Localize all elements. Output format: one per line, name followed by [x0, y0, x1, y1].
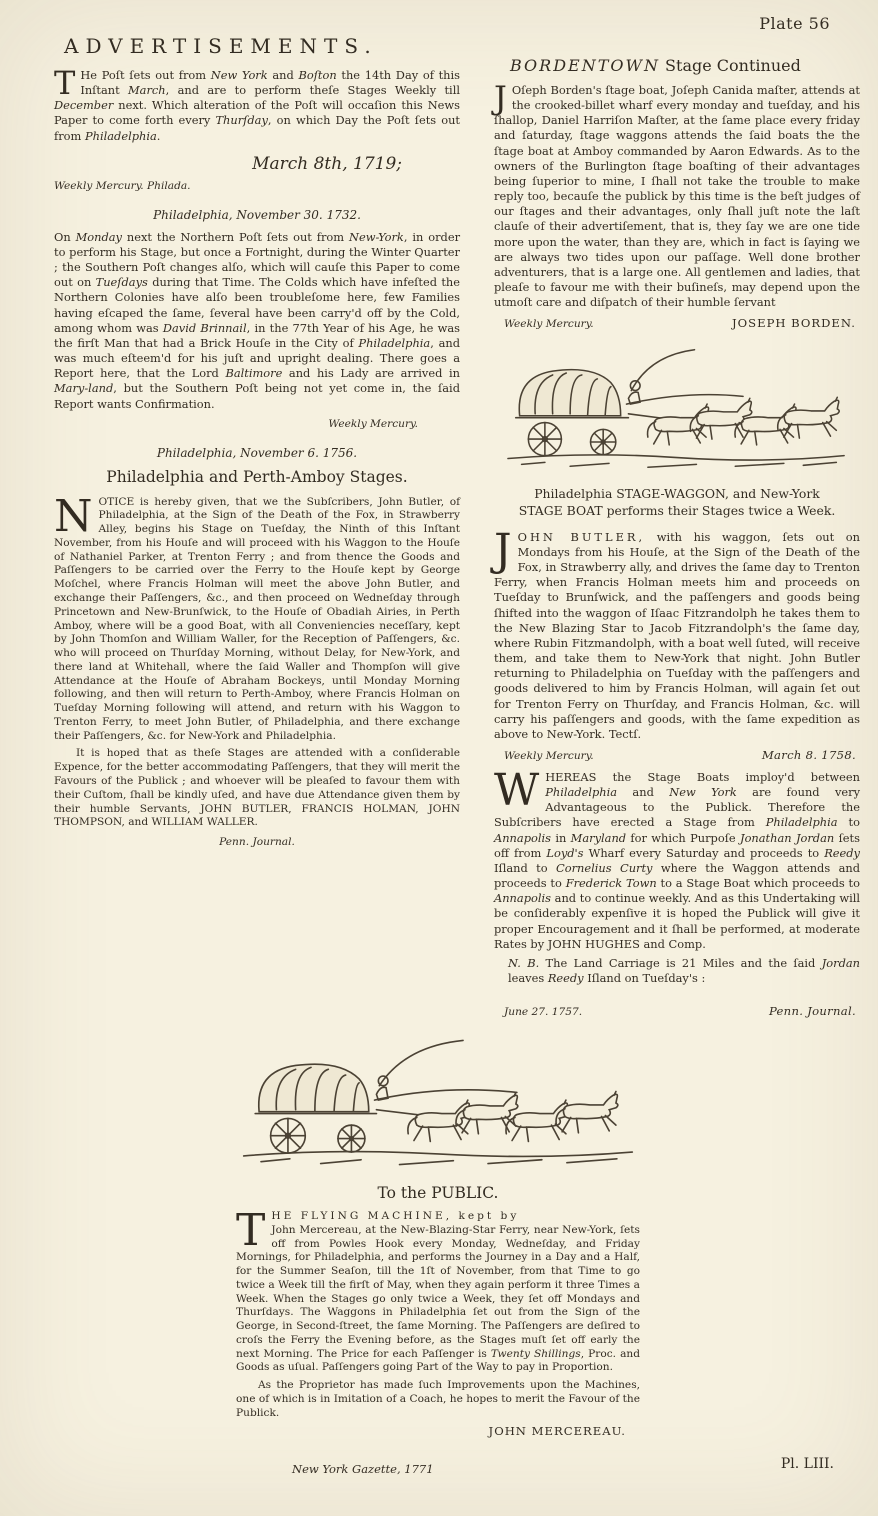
whereas-credit-date: June 27. 1757.: [504, 1006, 583, 1019]
butler-credit-date: March 8. 1758.: [761, 748, 856, 762]
ad-1732-dateline: Philadelphia, November 30. 1732.: [153, 207, 361, 222]
bordentown-body: [494, 79, 860, 310]
perth-amboy-heading: Philadelphia and Perth-Amboy Stages.: [106, 467, 408, 486]
whereas-nb: N. B. The Land Carriage is 21 Miles and the ſaid Jordan leaves Reedy Iſland on Tueſday's :: [508, 955, 860, 986]
notice-body-2: It is hoped that as theſe Stages are attended with a conſiderable Expence, for the better accommodating Paſſengers, that they will merit the Favours of the Publick ; and whoever will be pleaſed to favour them with their Cuſtom, ſhall be kindly uſed, and have due Attendance given them by their humble Servants, JOHN BUTLER, FRANCIS HOLMAN, JOHN THOMPSON, and WILLIAM WALLER.: [54, 747, 460, 829]
bordentown-text: Oſeph Borden's ſtage boat, Joſeph Canida maſter, attends at the crooked-billet wharf every monday and tueſday, and his ſhallop, Daniel Harriſon Maſter, at the ſame place every friday and ſaturday, ſtage waggons attends the ſaid boats the the ſtage boat at Amboy commanded by Aaron Edwards. As to the owners of the Burlington ſtage boaſting of their advantages being ſuperior to mine, I ſhall not take the trouble to make reply too, becauſe the publick by this time is the beſt judges of our ſtages and their advantages, only ſhall juſt note the laſt clauſe of their advertiſement, that is, they ſay we are one tide more upon the water, than they are, which in fact is ſaying we are always two tides upon our paſſage. Well done brother adventurers, that is a large one. All gentlemen and ladies, that pleaſe to favour me with their buſineſs, may depend upon the utmoſt care and diſpatch of their humble ſervant: [494, 83, 860, 310]
caption-line-2: STAGE BOAT performs their Stages twice a Week.: [518, 503, 836, 519]
ad-1756-dateline: Philadelphia, November 6. 1756.: [156, 445, 358, 460]
left-column: [54, 34, 460, 848]
dropcap-w: W: [494, 765, 540, 816]
flying-machine-text: John Mercereau, at the New-Blazing-Star Ferry, near New-York, ſets off from Powles Hook every Monday, Wedneſday, and Friday Mornings, for Philadelphia, and performs the Journey in a Day and a Half, for the Summer Seaſon, till the 1ſt of November, from that Time to go twice a Week till the firſt of May, when they again perform it three Times a Week. When the Stages go only twice a Week, they ſet off Mondays and Thurſdays. The Waggons in Philadelphia ſet out from the Sign of the George, in Second-ſtreet, the ſame Morning. The Paſſengers are deſired to croſs the Ferry the Evening before, as the Stages muſt ſet off early the next Morning. The Price for each Paſſenger is Twenty Shillings, Proc. and Goods as uſual. Paſſengers going Part of the Way to pay in Proportion.: [236, 1223, 640, 1374]
dropcap-j-borden: J: [494, 79, 507, 117]
ad-1719-body: [54, 64, 461, 144]
bordentown-heading-rest: Stage Continued: [659, 56, 801, 75]
bordentown-heading: [494, 56, 860, 75]
notice-body: [54, 490, 460, 744]
whereas-credit-row: [504, 1004, 856, 1018]
butler-text: with his waggon, ſets out on Mondays from his Houſe, at the Sign of the Death of the Fox, in Strawberry ally, and drives the ſame day to Trenton Ferry, when Francis Holman meets him and proceeds on Tueſday to Brunſwick, and the paſſengers and goods being ſhifted into the waggon of Iſaac Fitzrandolph he takes them to the New Blazing Star to Jacob Fitzrandolph's the ſame day, where Rubin Fitzmandolph, with a boat well ſuted, will receive them, and take them to New-York that night. John Butler returning to Philadelphia on Tueſday with the paſſengers and goods delivered to him by Francis Holman, will again ſet out for Trenton Ferry on Thurſday, and Francis Holman, &c. will carry his paſſengers and goods, with the ſame expedition as above to New-York. Tectſ.: [494, 529, 860, 741]
ad-1732-credit: Weekly Mercury.: [328, 417, 418, 430]
dropcap-j-butler: J: [494, 524, 512, 576]
ad-1719-text: He Poſt ſets out from New York and Boſton the 14th Day of this Inſtant March, and are to perform theſe Stages Weekly till December next. Which alteration of the Poſt will occaſion this News Paper to come forth every Thurſday, on which Day the Poſt ſets out from Philadelphia.: [54, 68, 461, 143]
bordentown-heading-italic: BORDENTOWN: [510, 56, 660, 75]
ad-1719-dateline: March 8th, 1719;: [252, 153, 402, 174]
flying-machine-body: [236, 1205, 640, 1375]
dropcap-n: N: [54, 490, 93, 542]
dropcap-t-flying: T: [236, 1205, 266, 1256]
stage-waggon-illustration-1: [494, 340, 860, 476]
stage-waggon-illustration-2: [236, 1032, 640, 1174]
plate-label: Plate 56: [759, 14, 830, 33]
butler-lead: OHN BUTLER,: [517, 529, 646, 544]
flying-machine-body-2: As the Proprietor has made ſuch Improvements upon the Machines, one of which is in Imitation of a Coach, he hopes to merit the Favour of the Publick.: [236, 1379, 640, 1419]
advertisements-title: ADVERTISEMENTS.: [64, 34, 378, 58]
whereas-body: [494, 765, 861, 952]
right-column: [494, 56, 860, 1018]
whereas-credit-source: Penn. Journal.: [768, 1004, 856, 1019]
butler-credit-row: [504, 748, 856, 762]
stage-waggon-caption: [494, 486, 860, 519]
ad-1732-body: On Monday next the Northern Poſt ſets out from New-York, in order to perform his Stage, but once a Fortnight, during the Winter Quarter ; the Southern Poſt changes alſo, which will cauſe this Paper to come out on Tueſdays during that Time. The Colds which have infeſted the Northern Colonies have alſo been troubleſome here, few Families having eſcaped the ſame, ſeveral have been carry'd off by the Cold, among whom was David Brinnail, in the 77th Year of his Age, he was the firſt Man that had a Brick Houſe in the City of Philadelphia, and was much eſteem'd for his juſt and upright dealing. There goes a Report here, that the Lord Baltimore and his Lady are arrived in Mary-land, but the Southern Poſt being not yet come in, the ſaid Report wants Confirmation.: [54, 229, 461, 411]
mercereau-signature: JOHN MERCEREAU.: [488, 1424, 626, 1439]
to-the-public-heading: To the PUBLIC.: [377, 1184, 499, 1202]
notice-text: OTICE is hereby given, that we the Subſcribers, John Butler, of Philadelphia, at the Sign of the Death of the Fox, in Strawberry Alley, begins his Stage on Tueſday, the Ninth of this Inſtant November, from his Houſe and will proceed with his Waggon to the Houſe of Nathaniel Parker, at Trenton Ferry ; and from thence the Goods and Paſſengers to be carried over the Ferry to the Houſe kept by George Moſchel, where Francis Holman will meet the above John Butler, and exchange their Paſſengers, &c., and then proceed on Wedneſday through Princetown and New-Brunſwick, to the Houſe of Obadiah Airies, in Perth Amboy, where will be a good Boat, with all Conveniencies neceſſary, kept by John Thomſon and William Waller, for the Reception of Paſſengers, &c. who will proceed on Thurſday Morning, without Delay, for New-York, and there land at Whitehall, where the ſaid Waller and Thompſon will give Attendance at the Houſe of Abraham Bockeys, until Monday Morning following, and then will return to Perth-Amboy, where Francis Holman on Tueſday Morning following will attend, and return with his Waggon to Trenton Ferry, to meet John Butler, of Philadelphia, and there exchange their Paſſengers, &c. for New-York and Philadelphia.: [54, 495, 460, 742]
flying-machine-lead: HE FLYING MACHINE, kept by: [271, 1210, 520, 1222]
plate-number: Pl. LIII.: [780, 1456, 834, 1472]
butler-credit-source: Weekly Mercury.: [504, 750, 594, 762]
bordentown-credit-source: Weekly Mercury.: [504, 318, 594, 331]
dropcap-t: T: [54, 64, 76, 102]
bottom-section: [236, 1022, 640, 1438]
notice-credit: Penn. Journal.: [219, 836, 295, 849]
bordentown-signature: JOSEPH BORDEN.: [732, 316, 856, 331]
bordentown-credit-row: [504, 316, 856, 330]
butler-body: [494, 524, 860, 742]
caption-line-1: Philadelphia STAGE-WAGGON, and New-York: [534, 486, 820, 502]
whereas-text: HEREAS the Stage Boats imploy'd between Philadelphia and New York are found very Advantageous to the Publick. Therefore the Subſcribers have erected a Stage from Philadelphia to Annapolis in Maryland for which Purpoſe Jonathan Jordan ſets off from Loyd's Wharf every Saturday and proceeds to Reedy Iſland to Cornelius Curty where the Waggon attends and proceeds to Frederick Town to a Stage Boat which proceeds to Annapolis and to continue weekly. And as this Undertaking will be conſiderably expenſive it is hoped the Publick will give it proper Encouragement and it ſhall be performed, at moderate Rates by JOHN HUGHES and Comp.: [494, 770, 861, 951]
source-citation: New York Gazette, 1771: [292, 1462, 434, 1476]
ad-1719-credit: Weekly Mercury. Philada.: [54, 179, 191, 192]
